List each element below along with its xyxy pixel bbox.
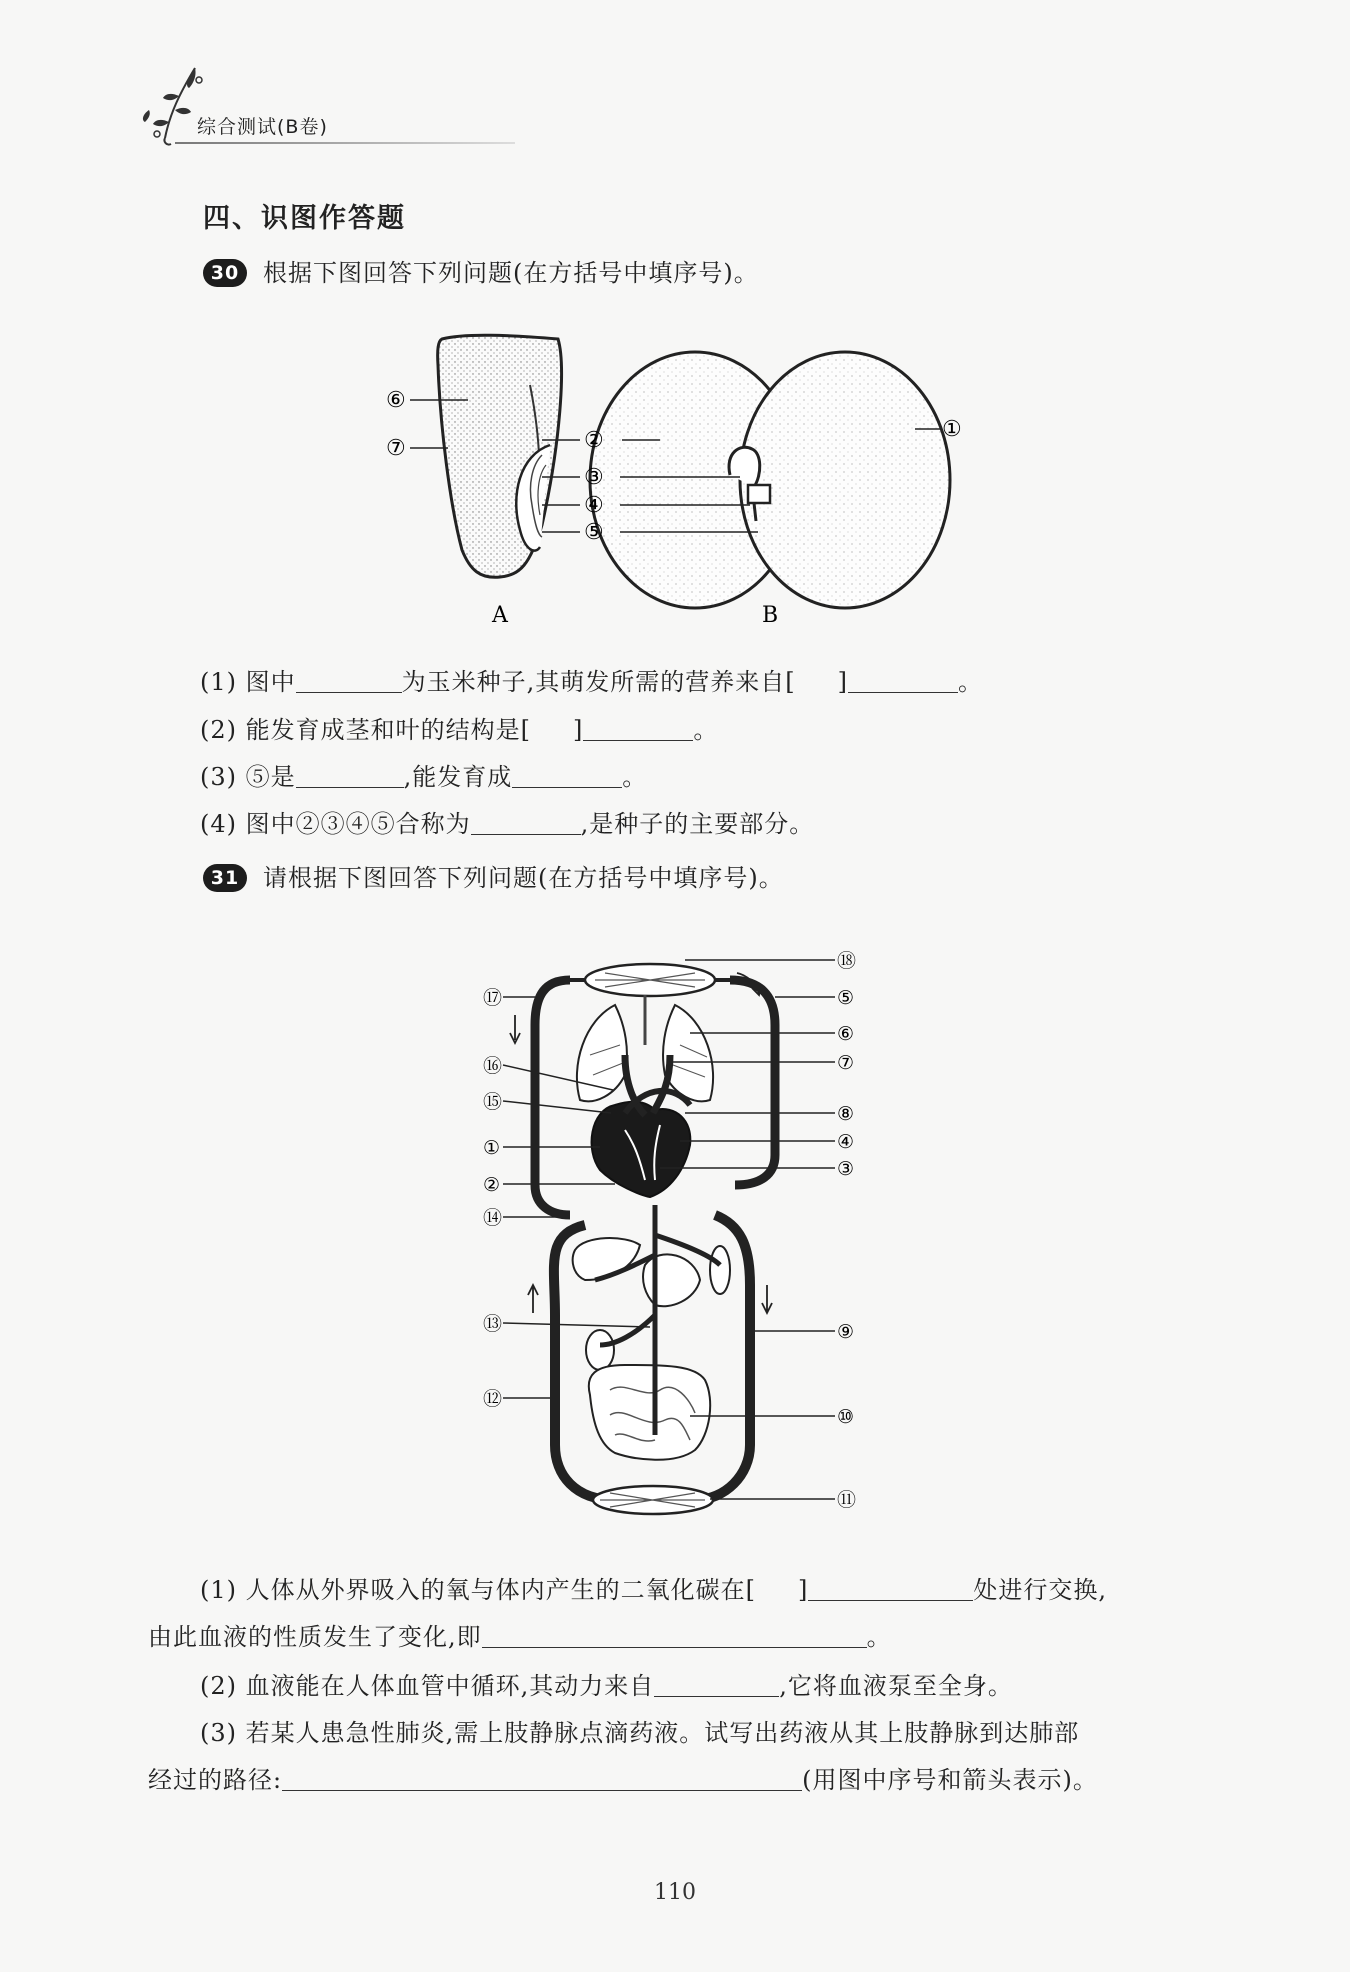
question-number-badge: 31	[203, 864, 247, 892]
seed-diagram	[370, 325, 970, 635]
header	[135, 58, 435, 148]
marker-6: ⑥	[837, 1023, 855, 1045]
blood-circulation-diagram	[475, 935, 875, 1535]
answer-blank[interactable]	[808, 1578, 973, 1601]
answer-blank[interactable]	[654, 1674, 779, 1697]
marker-10: ⑩	[837, 1406, 855, 1428]
answer-blank[interactable]	[848, 670, 958, 693]
q30-sub1: (1) 图中 为玉米种子,其萌发所需的营养来自[ ] 。	[200, 668, 983, 696]
answer-blank[interactable]	[512, 765, 622, 788]
marker-8: ⑧	[837, 1103, 855, 1125]
page-number: 110	[654, 1880, 696, 1905]
label-a: A	[492, 603, 508, 628]
question-31-prompt-line	[203, 858, 784, 893]
q31-sub3-line2: 经过的路径: (用图中序号和箭头表示)。	[148, 1766, 1098, 1794]
marker-2: ②	[584, 428, 604, 453]
marker-14: ⑭	[483, 1207, 503, 1229]
q30-sub2: (2) 能发育成茎和叶的结构是[ ] 。	[200, 716, 719, 744]
q30-sub4: (4) 图中②③④⑤合称为 ,是种子的主要部分。	[200, 810, 815, 838]
marker-2: ②	[483, 1174, 501, 1196]
marker-16: ⑯	[483, 1055, 503, 1077]
marker-3: ③	[837, 1158, 855, 1180]
q31-sub3-line1: (3) 若某人患急性肺炎,需上肢静脉点滴药液。试写出药液从其上肢静脉到达肺部	[200, 1719, 1080, 1747]
marker-9: ⑨	[837, 1321, 855, 1343]
marker-4: ④	[837, 1131, 855, 1153]
answer-blank[interactable]	[482, 1625, 867, 1648]
question-30-prompt-line	[203, 253, 759, 288]
answer-blank[interactable]	[583, 718, 693, 741]
answer-blank[interactable]	[282, 1768, 802, 1791]
marker-5: ⑤	[584, 520, 604, 545]
corn-seed-a	[410, 335, 580, 577]
marker-1: ①	[483, 1137, 501, 1159]
q31-sub1-line1: (1) 人体从外界吸入的氧与体内产生的二氧化碳在[ ] 处进行交换,	[200, 1576, 1108, 1604]
marker-7: ⑦	[837, 1052, 855, 1074]
marker-6: ⑥	[386, 388, 406, 413]
bean-seed-b	[590, 352, 950, 608]
question-31-prompt: 请根据下图回答下列问题(在方括号中填序号)。	[263, 864, 784, 892]
marker-3: ③	[584, 465, 604, 490]
marker-17: ⑰	[483, 987, 503, 1009]
marker-5: ⑤	[837, 987, 855, 1009]
marker-7: ⑦	[386, 436, 406, 461]
section-title: 四、识图作答题	[203, 203, 406, 234]
q31-sub1-line2: 由此血液的性质发生了变化,即 。	[148, 1623, 892, 1651]
marker-15: ⑮	[483, 1091, 503, 1113]
q31-sub2: (2) 血液能在人体血管中循环,其动力来自 ,它将血液泵至全身。	[200, 1672, 1013, 1700]
marker-12: ⑫	[483, 1388, 503, 1410]
answer-blank[interactable]	[296, 670, 402, 693]
marker-11: ⑪	[837, 1489, 857, 1511]
q30-sub3: (3) ⑤是 ,能发育成 。	[200, 763, 648, 791]
answer-blank[interactable]	[471, 812, 581, 835]
marker-13: ⑬	[483, 1313, 503, 1335]
question-30-prompt: 根据下图回答下列问题(在方括号中填序号)。	[263, 259, 759, 287]
marker-18: ⑱	[837, 950, 857, 972]
label-b: B	[762, 603, 779, 628]
question-number-badge: 30	[203, 259, 247, 287]
answer-blank[interactable]	[296, 765, 404, 788]
marker-1: ①	[942, 417, 962, 442]
header-title: 综合测试(B卷)	[197, 116, 328, 138]
header-divider	[175, 142, 515, 144]
marker-4: ④	[584, 493, 604, 518]
